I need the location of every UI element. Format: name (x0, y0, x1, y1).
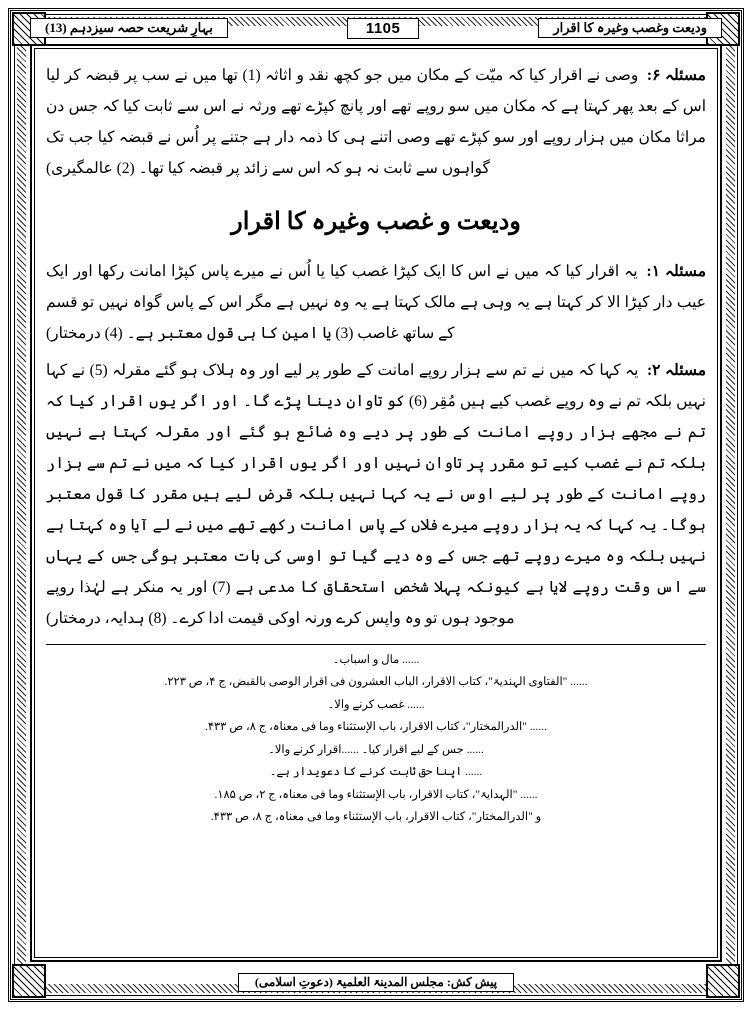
page-number: 1105 (347, 18, 420, 39)
header-chapter-title: ودیعت وغصب وغیرہ کا اقرار (538, 18, 722, 38)
footnote-item (46, 671, 706, 693)
masala-label-6: مسئلہ ۶: (646, 67, 706, 84)
footnote-dots: ...... (407, 698, 425, 711)
paragraph-masala-2 (46, 355, 706, 634)
footnote-divider (46, 644, 706, 645)
footnote-text: "الدرالمختار"، کتاب الاقرار، باب الإستثناء وما فی معناہ، ج ۸، ص ۴۳۳. (204, 721, 527, 734)
footnote-item (46, 806, 706, 828)
footer-publisher: پیش کش: مجلس المدینۃ العلمیۃ (دعوتِ اسلامی) (238, 973, 514, 992)
footnote-text: "الفتاوی الہندیۃ"، کتاب الاقرار، الباب العشرون فی اقرار الوصی بالقبض، ج ۴، ص ۲۲۳. (164, 676, 568, 689)
section-title: ودیعت و غصب وغیرہ کا اقرار (231, 209, 521, 235)
footnote-text: غصب کرنے والا۔ (327, 698, 405, 711)
footnote-text: مال و اسباب۔ (332, 654, 400, 666)
footnote-text: و "الدرالمختار"، کتاب الاقرار، باب الإستثناء وما فی معناہ، ج ۸، ص ۴۳۳. (210, 810, 542, 823)
footnote-item (46, 784, 706, 806)
page-footer (30, 970, 722, 994)
footnote-list (46, 649, 706, 828)
masala-label-2: مسئلہ ۲: (646, 362, 706, 379)
footnote-item (46, 694, 706, 716)
footnote-text: "الہدایۃ"، کتاب الاقرار، باب الإستثناء وما فی معناہ، ج ۲، ص ۱۸۵. (214, 788, 518, 801)
masala-text-1: یہ اقرار کیا کہ میں نے اس کا ایک کپڑا غصب کیا یا اُس نے میرے پاس کپڑا امانت رکھا اور ایک عیب دار کپڑا الا کر کہتا ہے یہ وہی ہے مالک کہتا ہے یہ وہ نہیں ہے مگر اس کے پاس گواہ نہیں تو قسم کے ساتھ غاصب (3) یا امین کا ہی قول معتبر ہے۔ (4) درمختار) (46, 263, 706, 342)
masala-label-1: مسئلہ ۱: (646, 263, 706, 280)
footnote-text: جس کے لیے اقرار کیا۔ ......اقرار کرنے والا۔ (268, 743, 464, 756)
paragraph-masala-1 (46, 256, 706, 349)
footnote-item (46, 739, 706, 761)
page-content (46, 56, 706, 948)
footnote-item (46, 716, 706, 738)
page-header (30, 14, 722, 42)
masala-text-6: وصی نے اقرار کیا کہ میّت کے مکان میں جو کچھ نقد و اثاثہ (1) تھا میں نے سب پر قبضہ کر لیا اس کے بعد پھر کہتا ہے کہ مکان میں سو روپے تھے اور پانچ کپڑے تھے ورثہ نے اس سے ثابت کیا کہ جس دن مراثا مکان میں ہزار روپے اور سو کپڑے تھے وصی اتنے ہی کا ذمہ دار ہے جتنے پر اُس نے قبضہ کیا جب تک گواہوں سے ثابت نہ ہو کہ اس سے زائد پر قبضہ کیا تھا۔ (2) عالمگیری) (46, 67, 706, 177)
masala-text-2: یہ کہا کہ میں نے تم سے ہزار روپے امانت کے طور پر لیے اور وہ ہلاک ہو گئے مقرلہ (5) نے کہا نہیں بلکہ تم نے وہ روپے غصب کیے ہیں مُقِر (6) کو تاوان دینا پڑے گا۔ اور اگر یوں اقرار کیا کہ تم نے مجھے ہزار روپے امانت کے طور پر دیے وہ ضائع ہو گئے اور مقرلہ کہتا ہے نہیں بلکہ تم نے غصب کیے تو مقرر پر تاوان نہیں اور اگر یوں اقرار کیا کہ میں نے تم سے ہزار روپے امانت کے طور پر لیے اوس نے یہ کہا نہیں بلکہ قرض لیے ہیں مقرر کا قول معتبر ہوگا۔ یہ کہا کہ یہ ہزار روپے میرے فلاں کے پاس امانت رکھے تھے میں نے لے آیا وہ کہتا ہے نہیں بلکہ وہ میرے روپے تھے جس کے وہ دیے گیا تو اوسی کی بات معتبر ہوگی جس کے یہاں سے اس وقت روپے لایا ہے کیونکہ پہلا شخص استحقاق کا مدعی ہے (7) اور یہ منکر ہے لہٰذا روپے موجود ہوں تو وہ واپس کرے ورنہ اوکی قیمت ادا کرے۔ (8) ہدایہ، درمختار) (46, 362, 706, 627)
footnote-text: اپنا حق ثابت کرنے کا دعویدار ہے۔ (269, 766, 463, 779)
paragraph-masala-6 (46, 60, 706, 184)
footnote-dots: ...... (466, 743, 484, 756)
footnote-item (46, 761, 706, 783)
header-book-title: بہارِ شریعت حصہ سیزدہم (13) (30, 18, 228, 38)
footnote-item (46, 649, 706, 671)
footnote-dots: ...... (465, 766, 483, 779)
footnote-dots: ...... (402, 654, 420, 666)
footnote-dots: ...... (570, 676, 588, 689)
footnote-dots: ...... (520, 788, 538, 801)
footnote-dots: ...... (529, 721, 548, 734)
